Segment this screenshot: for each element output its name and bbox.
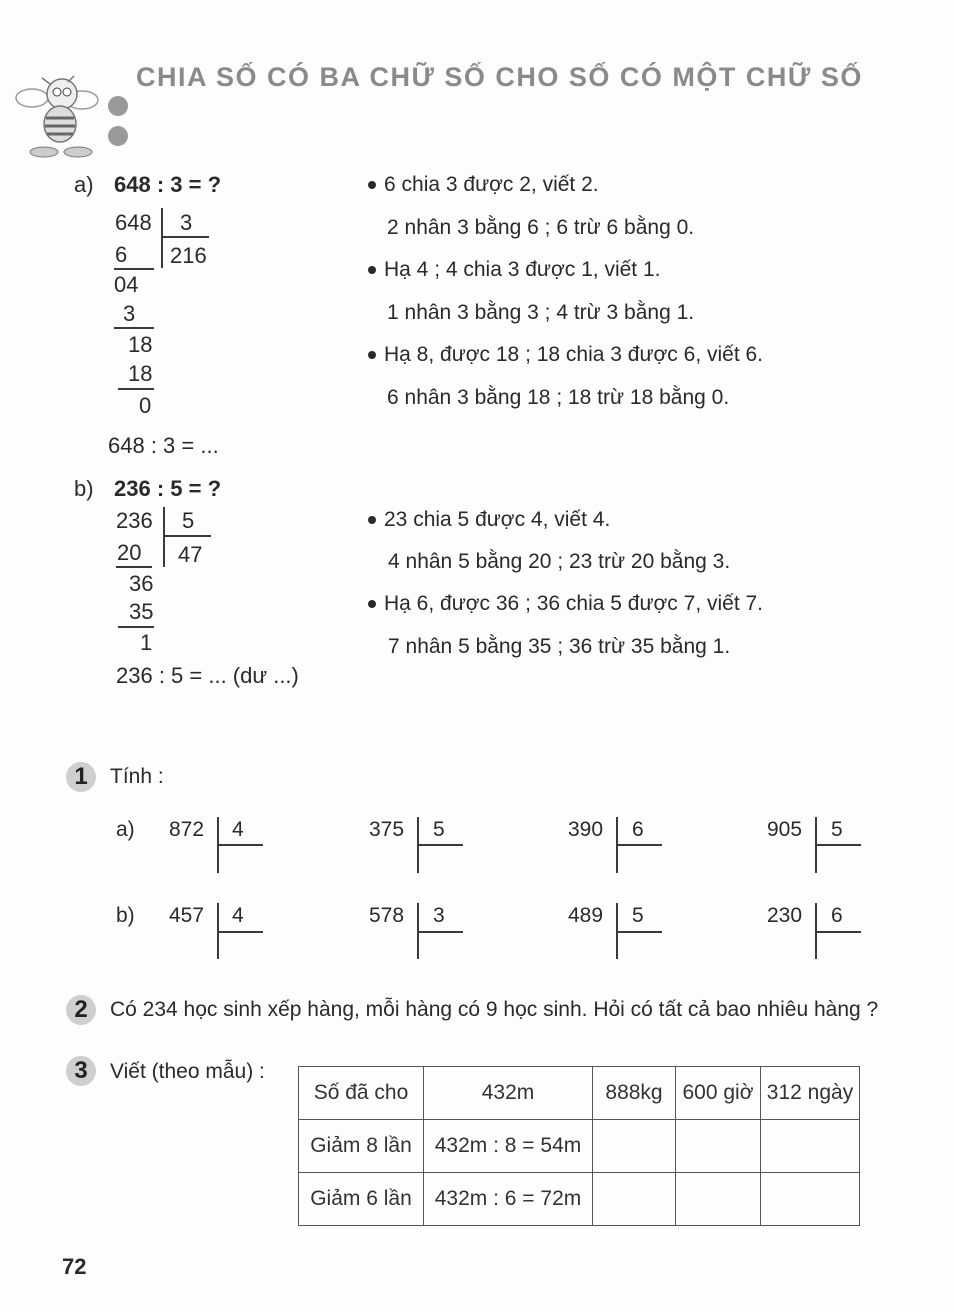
division-dividend: 872	[169, 818, 205, 841]
example-b-dividend: 236	[116, 508, 153, 533]
division-bar	[161, 236, 209, 238]
division-bar	[163, 535, 211, 537]
table-cell: 312 ngày	[761, 1067, 860, 1120]
page-number: 72	[62, 1254, 87, 1279]
division-dividend: 375	[369, 818, 405, 841]
division-bar	[616, 931, 662, 933]
example-b-step: 35	[129, 599, 154, 624]
table-cell: 432m : 8 = 54m	[424, 1120, 593, 1173]
explanation-line: Hạ 6, được 36 ; 36 chia 5 được 7, viết 7.	[368, 592, 763, 616]
division-bar	[815, 931, 861, 933]
example-b-result: 236 : 5 = ... (dư ...)	[116, 663, 299, 688]
division-bar	[815, 844, 861, 846]
example-a-dividend: 648	[115, 210, 152, 235]
division-divisor: 4	[232, 904, 244, 927]
exercise-3-heading: Viết (theo mẫu) :	[110, 1060, 265, 1083]
answer-cell[interactable]	[761, 1120, 860, 1173]
exercise-3-table	[298, 1066, 860, 1226]
example-a-problem: 648 : 3 = ?	[114, 172, 222, 197]
table-row	[299, 1067, 860, 1120]
table-cell: 432m	[424, 1067, 593, 1120]
exercise-3-badge: 3	[66, 1056, 96, 1086]
answer-cell[interactable]	[761, 1173, 860, 1226]
division-bar	[217, 844, 263, 846]
division-bar	[217, 931, 263, 933]
explanation-line: 23 chia 5 được 4, viết 4.	[368, 508, 610, 532]
explanation-line: 4 nhân 5 bằng 20 ; 23 trừ 20 bằng 3.	[388, 550, 731, 573]
exercise-1-row-b-label: b)	[116, 904, 135, 927]
example-a-step: 04	[114, 272, 139, 297]
example-a-quotient: 216	[170, 243, 207, 268]
table-row	[299, 1120, 860, 1173]
division-divisor: 5	[632, 904, 644, 927]
title-dot-icon	[108, 96, 128, 116]
explanation-line: Hạ 4 ; 4 chia 3 được 1, viết 1.	[368, 258, 660, 282]
division-divisor: 3	[433, 904, 445, 927]
example-b-label: b)	[74, 476, 94, 501]
table-cell: Giảm 8 lần	[299, 1120, 424, 1173]
example-b-divisor: 5	[182, 508, 195, 533]
example-b-problem: 236 : 5 = ?	[114, 476, 222, 501]
exercise-2-text: Có 234 học sinh xếp hàng, mỗi hàng có 9 học sinh. Hỏi có tất cả bao nhiêu hàng ?	[110, 998, 879, 1021]
example-b-step: 20	[117, 540, 142, 565]
explanation-line: 6 chia 3 được 2, viết 2.	[368, 173, 599, 197]
exercise-1-heading: Tính :	[110, 765, 164, 788]
example-a-step: 18	[128, 332, 153, 357]
answer-cell[interactable]	[676, 1120, 761, 1173]
table-row	[299, 1173, 860, 1226]
explanation-line: 2 nhân 3 bằng 6 ; 6 trừ 6 bằng 0.	[387, 216, 695, 239]
division-dividend: 230	[767, 904, 803, 927]
division-dividend: 905	[767, 818, 803, 841]
subtraction-line	[118, 388, 154, 390]
example-a-divisor: 3	[180, 210, 193, 235]
division-dividend: 390	[568, 818, 604, 841]
example-a-step: 3	[123, 301, 136, 326]
subtraction-line	[114, 268, 154, 270]
explanation-line: 6 nhân 3 bằng 18 ; 18 trừ 18 bằng 0.	[387, 386, 730, 409]
exercise-1-row-a-label: a)	[116, 818, 135, 841]
answer-cell[interactable]	[593, 1120, 676, 1173]
exercise-2-badge: 2	[66, 995, 96, 1025]
answer-cell[interactable]	[676, 1173, 761, 1226]
division-bar	[417, 931, 463, 933]
table-cell: 432m : 6 = 72m	[424, 1173, 593, 1226]
division-dividend: 457	[169, 904, 205, 927]
example-b-quotient: 47	[178, 542, 203, 567]
division-divisor: 5	[433, 818, 445, 841]
example-a-step: 6	[115, 242, 128, 267]
division-bar	[616, 844, 662, 846]
explanation-line: 7 nhân 5 bằng 35 ; 36 trừ 35 bằng 1.	[388, 635, 731, 658]
example-a-step: 18	[128, 361, 153, 386]
example-a-result: 648 : 3 = ...	[108, 433, 219, 458]
subtraction-line	[116, 566, 152, 568]
example-a-label: a)	[74, 172, 94, 197]
division-dividend: 489	[568, 904, 604, 927]
division-bar	[417, 844, 463, 846]
example-b-step: 36	[129, 571, 154, 596]
division-bar	[163, 507, 165, 567]
subtraction-line	[118, 626, 154, 628]
page-title: CHIA SỐ CÓ BA CHỮ SỐ CHO SỐ CÓ MỘT CHỮ SỐ	[136, 62, 863, 92]
division-divisor: 6	[632, 818, 644, 841]
explanation-line: 1 nhân 3 bằng 3 ; 4 trừ 3 bằng 1.	[387, 301, 695, 324]
division-divisor: 5	[831, 818, 843, 841]
division-divisor: 6	[831, 904, 843, 927]
exercise-1-badge: 1	[66, 762, 96, 792]
division-divisor: 4	[232, 818, 244, 841]
bee-mascot-icon	[12, 70, 107, 162]
answer-cell[interactable]	[593, 1173, 676, 1226]
table-cell: 600 giờ	[676, 1067, 761, 1120]
subtraction-line	[114, 327, 154, 329]
explanation-line: Hạ 8, được 18 ; 18 chia 3 được 6, viết 6.	[368, 343, 763, 367]
example-a-step: 0	[139, 393, 152, 418]
division-dividend: 578	[369, 904, 405, 927]
table-cell: Số đã cho	[299, 1067, 424, 1120]
title-dot-icon	[108, 126, 128, 146]
table-cell: Giảm 6 lần	[299, 1173, 424, 1226]
table-cell: 888kg	[593, 1067, 676, 1120]
example-b-step: 1	[140, 630, 153, 655]
division-bar	[161, 208, 163, 268]
